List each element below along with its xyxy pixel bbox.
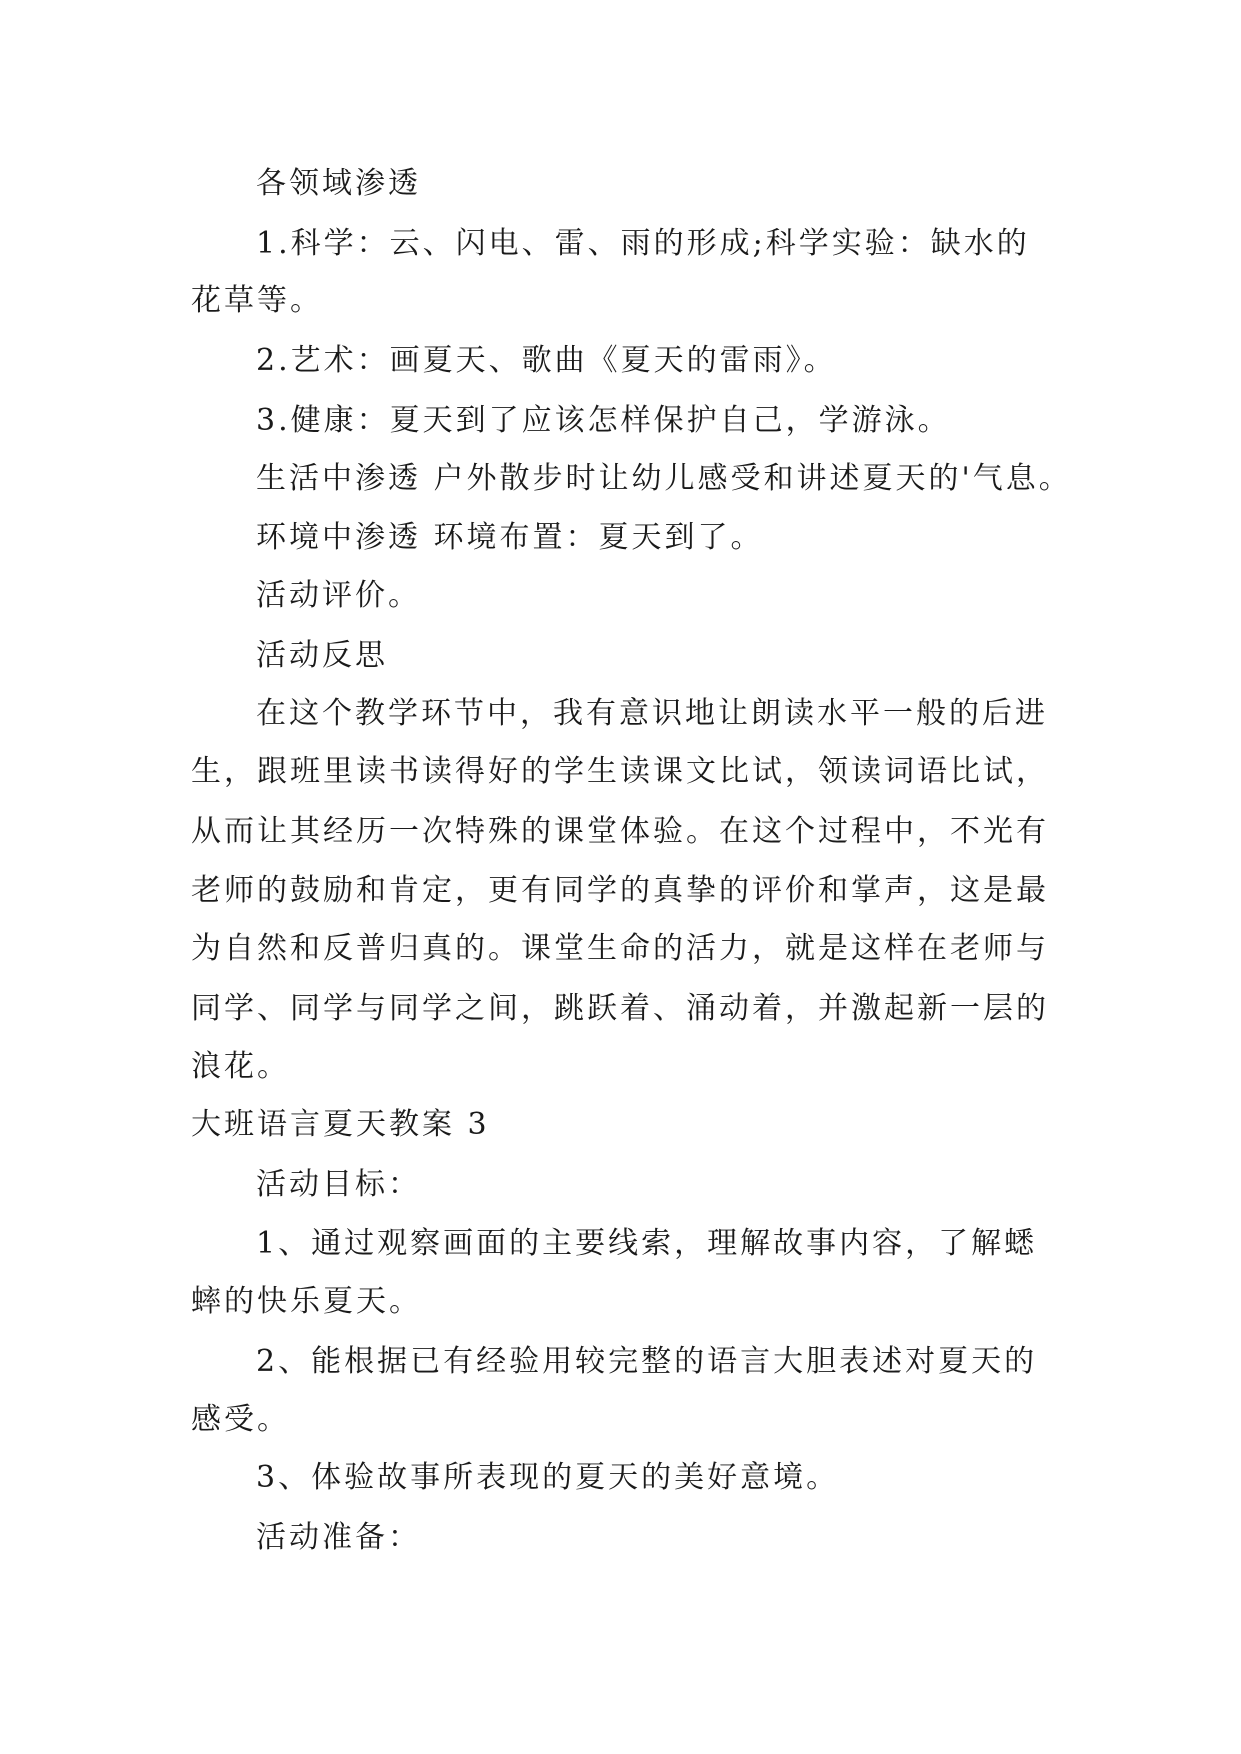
section-heading: 活动目标：	[256, 1167, 421, 1202]
paragraph-line: 从而让其经历一次特殊的课堂体验。在这个过程中，不光有	[191, 814, 1049, 849]
section-heading: 活动准备：	[256, 1520, 421, 1555]
paragraph-line: 2、能根据已有经验用较完整的语言大胆表述对夏天的	[256, 1344, 1038, 1379]
paragraph-line: 为自然和反普归真的。课堂生命的活力，就是这样在老师与	[191, 931, 1049, 966]
paragraph-line: 花草等。	[191, 283, 323, 318]
paragraph-line: 活动评价。	[256, 578, 421, 613]
paragraph-line: 蟀的快乐夏天。	[191, 1284, 422, 1319]
paragraph-line: 2.艺术：画夏天、歌曲《夏天的雷雨》。	[256, 343, 837, 378]
paragraph-line: 3.健康：夏天到了应该怎样保护自己，学游泳。	[256, 403, 951, 438]
paragraph-line: 环境中渗透 环境布置：夏天到了。	[256, 520, 764, 555]
paragraph-line: 生，跟班里读书读得好的学生读课文比试，领读词语比试，	[191, 754, 1049, 789]
section-heading: 活动反思	[256, 638, 388, 673]
paragraph-line: 浪花。	[191, 1049, 290, 1084]
paragraph-line: 在这个教学环节中，我有意识地让朗读水平一般的后进	[256, 696, 1048, 731]
paragraph-line: 老师的鼓励和肯定，更有同学的真挚的评价和掌声，这是最	[191, 873, 1049, 908]
paragraph-line: 1.科学：云、闪电、雷、雨的形成;科学实验：缺水的	[256, 226, 1030, 261]
paragraph-line: 生活中渗透 户外散步时让幼儿感受和讲述夏天的'气息。	[256, 461, 1072, 496]
paragraph-line: 1、通过观察画面的主要线索，理解故事内容，了解蟋	[256, 1226, 1038, 1261]
section-heading: 各领域渗透	[256, 166, 421, 201]
paragraph-line: 同学、同学与同学之间，跳跃着、涌动着，并激起新一层的	[191, 991, 1049, 1026]
paragraph-line: 感受。	[191, 1402, 290, 1437]
document-title: 大班语言夏天教案 3	[191, 1107, 490, 1142]
paragraph-line: 3、体验故事所表现的夏天的美好意境。	[256, 1460, 840, 1495]
